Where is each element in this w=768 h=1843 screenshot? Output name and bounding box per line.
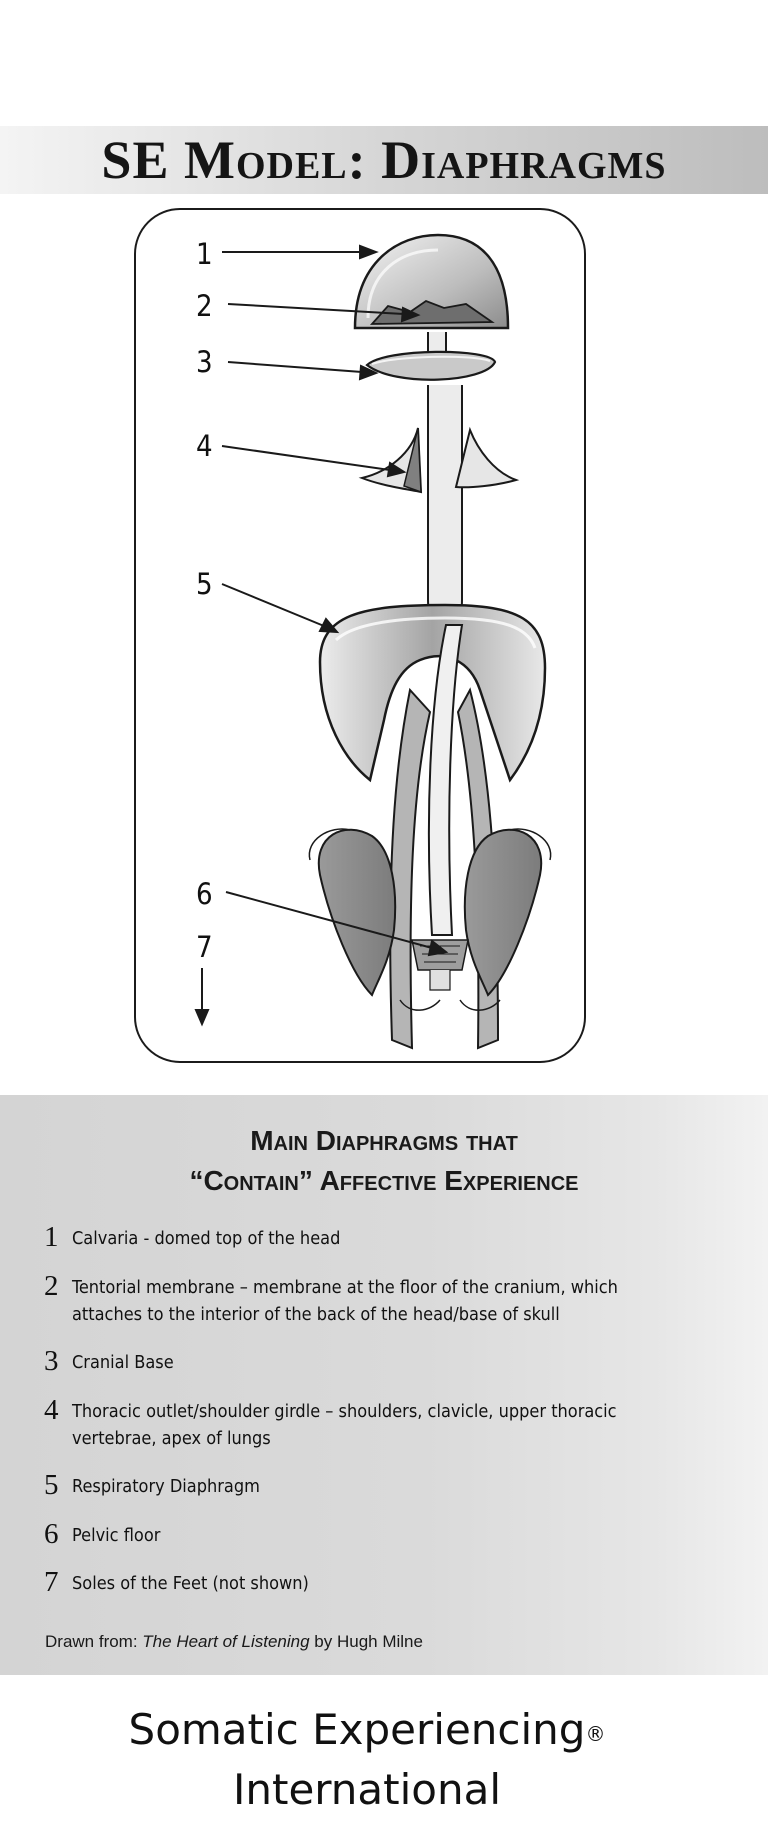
legend-item-text: Soles of the Feet (not shown) bbox=[72, 1573, 309, 1594]
registered-mark: ® bbox=[585, 1722, 606, 1746]
page-title: SE Model: Diaphragms bbox=[101, 130, 667, 190]
legend-heading-line1: Main Diaphragms that bbox=[250, 1125, 518, 1156]
legend-item bbox=[44, 1568, 684, 1597]
legend-item-number: 4 bbox=[44, 1394, 59, 1426]
cranial-base-icon bbox=[367, 332, 495, 380]
callout-number: 7 bbox=[196, 930, 213, 964]
legend-item-text: Respiratory Diaphragm bbox=[72, 1476, 260, 1497]
legend-item-number: 3 bbox=[44, 1345, 59, 1377]
legend-item bbox=[44, 1223, 684, 1252]
legend-item-number: 1 bbox=[44, 1221, 59, 1253]
legend-item-number: 7 bbox=[44, 1566, 59, 1598]
legend-item bbox=[44, 1396, 684, 1452]
legend-item-text: Cranial Base bbox=[72, 1352, 174, 1373]
callout-number: 1 bbox=[196, 237, 213, 271]
legend-item bbox=[44, 1471, 684, 1500]
organization-name-line1: Somatic Experiencing bbox=[128, 1705, 586, 1754]
legend-heading-line2: “Contain” Affective Experience bbox=[189, 1165, 579, 1196]
organization-name bbox=[0, 1700, 734, 1820]
leader-arrow-5 bbox=[222, 584, 324, 626]
legend-item-text: Calvaria - domed top of the head bbox=[72, 1228, 341, 1249]
credit-book-title: The Heart of Listening bbox=[142, 1632, 310, 1651]
legend-item-text: Thoracic outlet/shoulder girdle – shoulders, clavicle, upper thoracic vertebrae, apex of lungs bbox=[72, 1401, 617, 1449]
callout-number: 4 bbox=[196, 429, 213, 463]
legend-item bbox=[44, 1347, 684, 1376]
organization-name-line2: International bbox=[232, 1765, 502, 1814]
callout-number: 2 bbox=[196, 289, 213, 323]
legend-item-number: 5 bbox=[44, 1469, 59, 1501]
legend-heading bbox=[0, 1121, 768, 1201]
callout-number: 3 bbox=[196, 345, 213, 379]
leader-arrow-3 bbox=[228, 362, 362, 372]
legend-panel bbox=[0, 1095, 768, 1675]
legend-item-number: 6 bbox=[44, 1518, 59, 1550]
callout-number: 5 bbox=[196, 567, 213, 601]
legend-item-text: Pelvic floor bbox=[72, 1525, 161, 1546]
credit-prefix: Drawn from: bbox=[45, 1632, 143, 1651]
legend-item-text: Tentorial membrane – membrane at the floor of the cranium, which attaches to the interior of the back of the head/base of skull bbox=[72, 1277, 618, 1325]
legend-item-number: 2 bbox=[44, 1270, 59, 1302]
credit-author: by Hugh Milne bbox=[309, 1632, 423, 1651]
source-credit bbox=[45, 1632, 423, 1652]
spinal-column-icon bbox=[428, 385, 462, 625]
legend-item bbox=[44, 1520, 684, 1549]
callout-number: 6 bbox=[196, 877, 213, 911]
legend-item bbox=[44, 1272, 684, 1328]
